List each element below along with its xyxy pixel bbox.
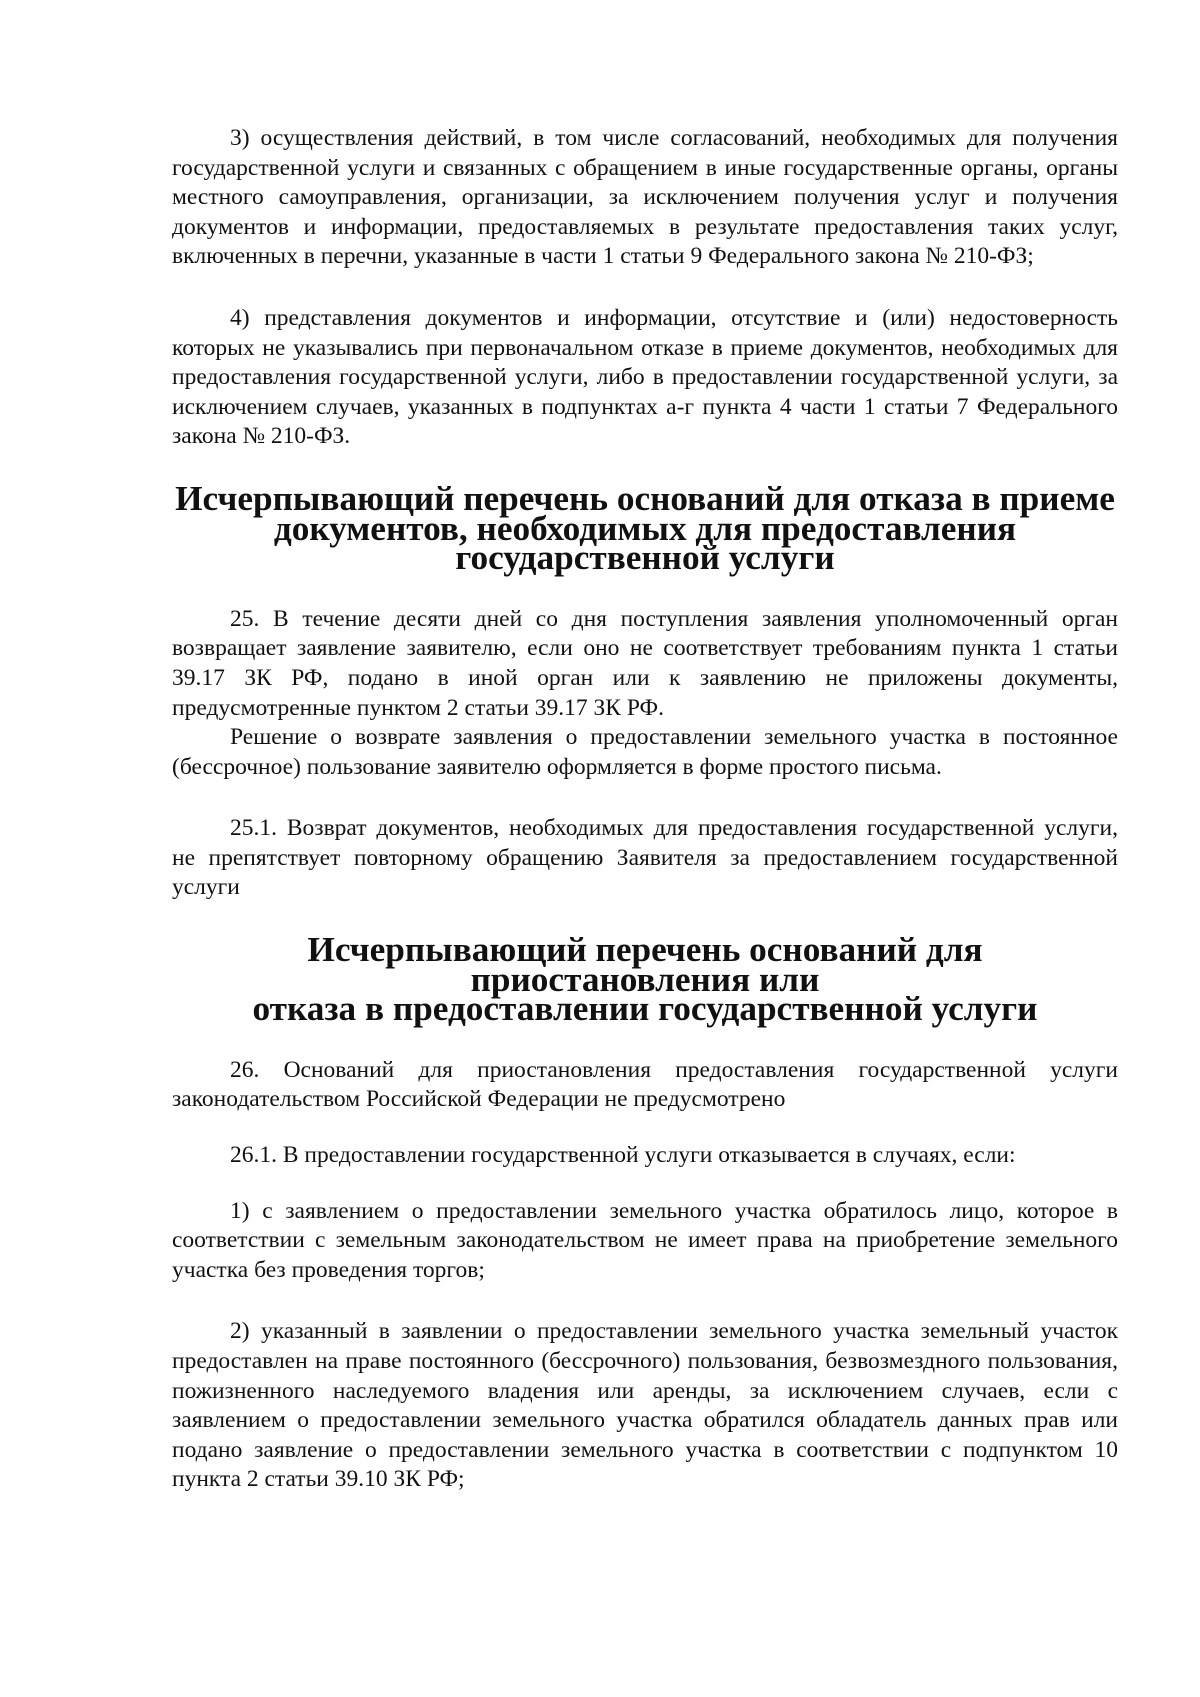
spacer xyxy=(172,782,1118,814)
heading-line: Исчерпывающий перечень оснований для приостановления или xyxy=(307,930,983,999)
paragraph-25: 25. В течение десяти дней со дня поступления заявления уполномоченный орган возвращает заявление заявителю, если оно не соответствует требованиям пункта 1 статьи 39.17 ЗК РФ, подано в иной орган или к заявлению не приложены документы, предусмотренные пунктом 2 статьи 39.17 ЗК РФ. xyxy=(172,605,1118,721)
spacer xyxy=(172,1171,1118,1197)
spacer xyxy=(172,1115,1118,1141)
section-heading-suspension-refusal xyxy=(172,930,1118,1029)
section-heading-refusal-acceptance xyxy=(172,478,1118,578)
spacer xyxy=(172,1285,1118,1317)
heading-line: Исчерпывающий перечень оснований для отказа в приеме xyxy=(175,478,1115,518)
heading-line: документов, необходимых для предоставления государственной услуги xyxy=(273,508,1017,578)
paragraph-item-4: 4) представления документов и информации, отсутствие и (или) недостоверность которых не указывались при первоначальном отказе в приеме документов, необходимых для предоставления государственной услуги, либо в предоставлении государственной услуги, за исключением случаев, указанных в подпунктах а-г пункта 4 части 1 статьи 7 Федерального закона № 210-ФЗ. xyxy=(172,304,1118,450)
spacer xyxy=(172,573,1118,605)
paragraph-25-1: 25.1. Возврат документов, необходимых для предоставления государственной услуги, не препятствует повторному обращению Заявителя за предоставлением государственной услуги xyxy=(172,815,1118,901)
spacer xyxy=(172,1024,1118,1056)
paragraph-26: 26. Оснований для приостановления предоставления государственной услуги законодательством Российской Федерации не предусмотрено xyxy=(172,1056,1118,1113)
document-page xyxy=(172,124,1118,1495)
subitem-1: 1) с заявлением о предоставлении земельного участка обратилось лицо, которое в соответствии с земельным законодательством не имеет права на приобретение земельного участка без проведения торгов; xyxy=(172,1197,1118,1283)
subitem-2: 2) указанный в заявлении о предоставлении земельного участка земельный участок предоставлен на праве постоянного (бессрочного) пользования, безвозмездного пользования, пожизненного наследуемого владения или аренды, за исключением случаев, если с заявлением о предоставлении земельного участка обратился обладатель данных прав или подано заявление о предоставлении земельного участка в соответствии с подпунктом 10 пункта 2 статьи 39.10 ЗК РФ; xyxy=(172,1318,1118,1493)
spacer xyxy=(172,272,1118,304)
heading-line: отказа в предоставлении государственной услуги xyxy=(252,989,1038,1029)
paragraph-item-3: 3) осуществления действий, в том числе согласований, необходимых для получения государственной услуги и связанных с обращением в иные государственные органы, органы местного самоуправления, организации, за исключением получения услуг и получения документов и информации, предоставляемых в результате предоставления таких услуг, включенных в перечни, указанные в части 1 статьи 9 Федерального закона № 210-ФЗ; xyxy=(172,125,1118,270)
paragraph-26-1: 26.1. В предоставлении государственной услуги отказывается в случаях, если: xyxy=(230,1142,1016,1169)
paragraph-25-decision: Решение о возврате заявления о предоставлении земельного участка в постоянное (бессрочное) пользование заявителю оформляется в форме простого письма. xyxy=(172,724,1118,780)
